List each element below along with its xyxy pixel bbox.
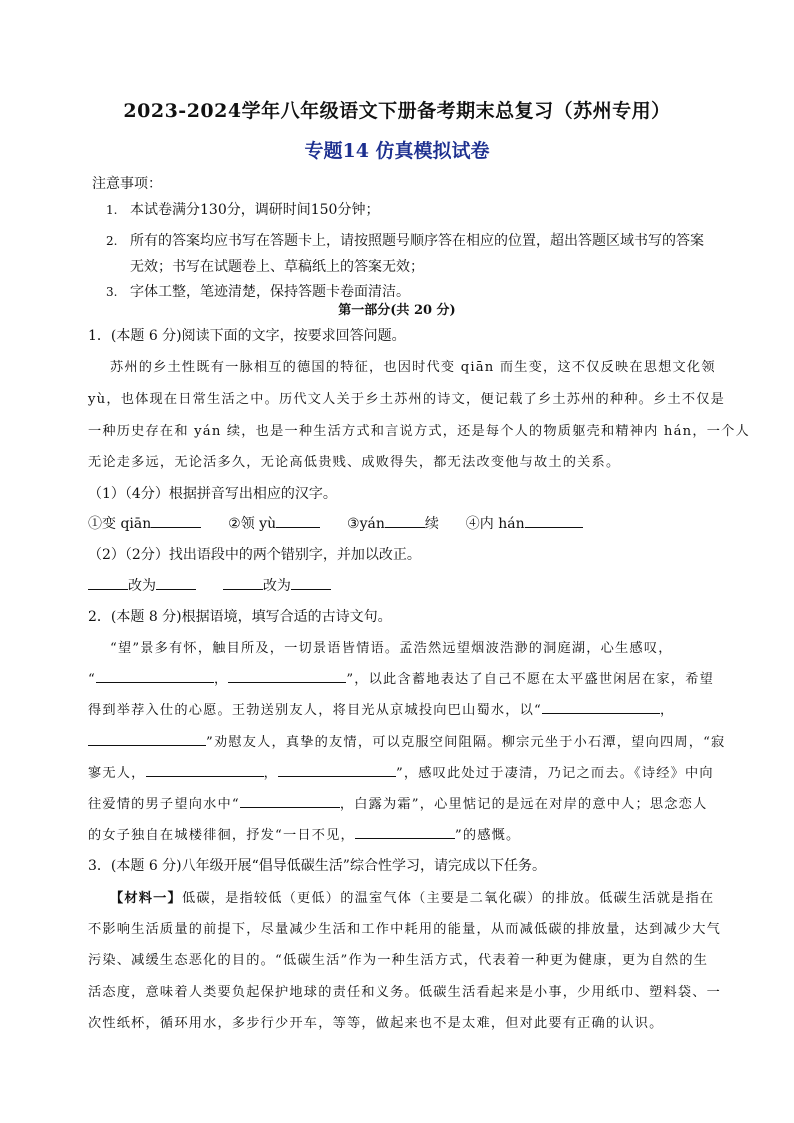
notice-heading: 注意事项： bbox=[92, 176, 162, 192]
blank-label: 改为 bbox=[128, 578, 156, 594]
context-text: 得到举荐入仕的心愿。王勃送别友人，将目光从京城投向巴山蜀水，以“ bbox=[88, 703, 542, 718]
poem-context-line bbox=[88, 668, 718, 687]
material-text: 低碳，是指较低（更低）的温室气体（主要是二氧化碳）的排放。低碳生活就是指在 bbox=[181, 891, 715, 906]
context-text: ， bbox=[659, 703, 675, 718]
passage-line: yù，也体现在日常生活之中。历代文人关于乡土苏州的诗文，便记载了乡土苏州的种种。乡土不仅是 bbox=[88, 392, 726, 407]
context-text: ”，以此含蓄地表达了自己不愿在太平盛世闲居在家，希望 bbox=[346, 672, 714, 687]
notice-item-2 bbox=[106, 230, 720, 250]
poem-context-line bbox=[88, 762, 718, 781]
question-1-sub2: （2）（2分）找出语段中的两个错别字，并加以改正。 bbox=[88, 547, 421, 563]
material-line: 次性纸杯，循环用水，多步行少开车，等等，做起来也不是太难，但对此要有正确的认识。 bbox=[88, 1016, 664, 1031]
answer-blank[interactable] bbox=[156, 577, 196, 590]
context-text: “ bbox=[88, 672, 96, 687]
answer-blank[interactable] bbox=[228, 670, 346, 683]
answer-blank[interactable] bbox=[542, 701, 660, 714]
question-1-sub1-blanks bbox=[88, 513, 718, 533]
blank-label: ③yán bbox=[347, 516, 385, 532]
notice-item-1 bbox=[106, 199, 720, 219]
material-line bbox=[110, 887, 740, 906]
context-text: ， bbox=[213, 672, 229, 687]
material-line: 不影响生活质量的前提下，尽量减少生活和工作中耗用的能量，从而减低碳的排放量，达到减少大气 bbox=[88, 922, 722, 937]
poem-context-line bbox=[88, 824, 718, 843]
document-subtitle: 专题14 仿真模拟试卷 bbox=[304, 140, 490, 162]
blank-label: ④内 hán bbox=[465, 516, 525, 532]
answer-blank[interactable] bbox=[525, 515, 583, 528]
answer-blank[interactable] bbox=[355, 826, 455, 839]
passage-line: 苏州的乡土性既有一脉相互的德国的特征，也因时代变 qiān 而生变，这不仅反映在思想文化领 bbox=[110, 360, 716, 375]
poem-context-line bbox=[88, 699, 718, 718]
answer-blank[interactable] bbox=[278, 764, 396, 777]
passage-line: 无论走多远，无论活多久，无论高低贵贱、成败得失，都无法改变他与故土的关系。 bbox=[88, 455, 621, 470]
notice-item-num: 3. bbox=[106, 285, 118, 299]
context-text: ， bbox=[263, 766, 278, 781]
answer-blank[interactable] bbox=[291, 577, 331, 590]
poem-context-line bbox=[88, 731, 726, 750]
answer-blank[interactable] bbox=[96, 670, 214, 683]
material-line: 污染、减缓生态恶化的目的。“低碳生活”作为一种生活方式，代表着一种更为健康，更为自然的生 bbox=[88, 953, 709, 968]
material-line: 活态度，意味着人类要负起保护地球的责任和义务。低碳生活看起来是小事，少用纸巾、塑料袋、一 bbox=[88, 985, 722, 1000]
poem-context-line bbox=[88, 793, 718, 812]
question-1-heading: 1．(本题 6 分)阅读下面的文字，按要求回答问题。 bbox=[88, 328, 406, 344]
context-text: ，白露为霜”，心里惦记的是远在对岸的意中人；思念恋人 bbox=[339, 797, 708, 812]
notice-item-text: 本试卷满分130分，调研时间150分钟； bbox=[130, 202, 380, 218]
passage-line: 一种历史存在和 yán 续，也是一种生活方式和言说方式，还是每个人的物质躯壳和精神内 hán，一个人 bbox=[88, 424, 750, 439]
answer-blank[interactable] bbox=[88, 733, 206, 746]
answer-blank[interactable] bbox=[223, 577, 263, 590]
context-text: 的女子独自在城楼徘徊，抒发“一日不见， bbox=[88, 828, 355, 843]
notice-item-num: 1. bbox=[106, 203, 118, 217]
answer-blank[interactable] bbox=[240, 795, 340, 808]
answer-blank[interactable] bbox=[88, 577, 128, 590]
answer-blank[interactable] bbox=[146, 764, 264, 777]
question-3-heading: 3．(本题 6 分)八年级开展“倡导低碳生活”综合性学习，请完成以下任务。 bbox=[88, 858, 546, 874]
material-label: 【材料一】 bbox=[110, 891, 182, 906]
question-1-sub1: （1）（4分）根据拼音写出相应的汉字。 bbox=[88, 486, 337, 502]
answer-blank[interactable] bbox=[385, 515, 425, 528]
notice-item-text: 字体工整，笔迹清楚，保持答题卡卷面清洁。 bbox=[130, 284, 410, 300]
poem-context-line: “望”景多有怀，触目所及，一切景语皆情语。孟浩然远望烟波浩渺的洞庭湖，心生感叹， bbox=[110, 641, 673, 656]
context-text: ”劝慰友人，真挚的友情，可以克服空间阻隔。柳宗元坐于小石潭，望向四周，“寂 bbox=[206, 735, 726, 750]
question-1-sub2-blanks bbox=[88, 575, 718, 595]
notice-item-num: 2. bbox=[106, 234, 118, 248]
blank-label: ②领 yù bbox=[228, 516, 277, 532]
context-text: 往爱情的男子望向水中“ bbox=[88, 797, 240, 812]
blank-label: 改为 bbox=[262, 578, 291, 594]
blank-label: ①变 qiān bbox=[88, 516, 152, 532]
section-heading: 第一部分(共 20 分) bbox=[338, 303, 456, 318]
notice-item-2-cont: 无效；书写在试题卷上、草稿纸上的答案无效； bbox=[130, 259, 424, 275]
document-title: 2023-2024学年八年级语文下册备考期末总复习（苏州专用） bbox=[123, 100, 671, 122]
context-text: 寥无人， bbox=[88, 766, 146, 781]
question-2-heading: 2．(本题 8 分)根据语境，填写合适的古诗文句。 bbox=[88, 609, 392, 625]
notice-item-3 bbox=[106, 281, 720, 301]
notice-item-text: 所有的答案均应书写在答题卡上，请按照题号顺序答在相应的位置，超出答题区域书写的答案 bbox=[130, 233, 704, 249]
answer-blank[interactable] bbox=[151, 515, 201, 528]
answer-blank[interactable] bbox=[276, 515, 320, 528]
blank-label: 续 bbox=[424, 516, 439, 532]
context-text: ”，感叹此处过于凄清，乃记之而去。《诗经》中向 bbox=[395, 766, 714, 781]
context-text: ”的感慨。 bbox=[454, 828, 521, 843]
